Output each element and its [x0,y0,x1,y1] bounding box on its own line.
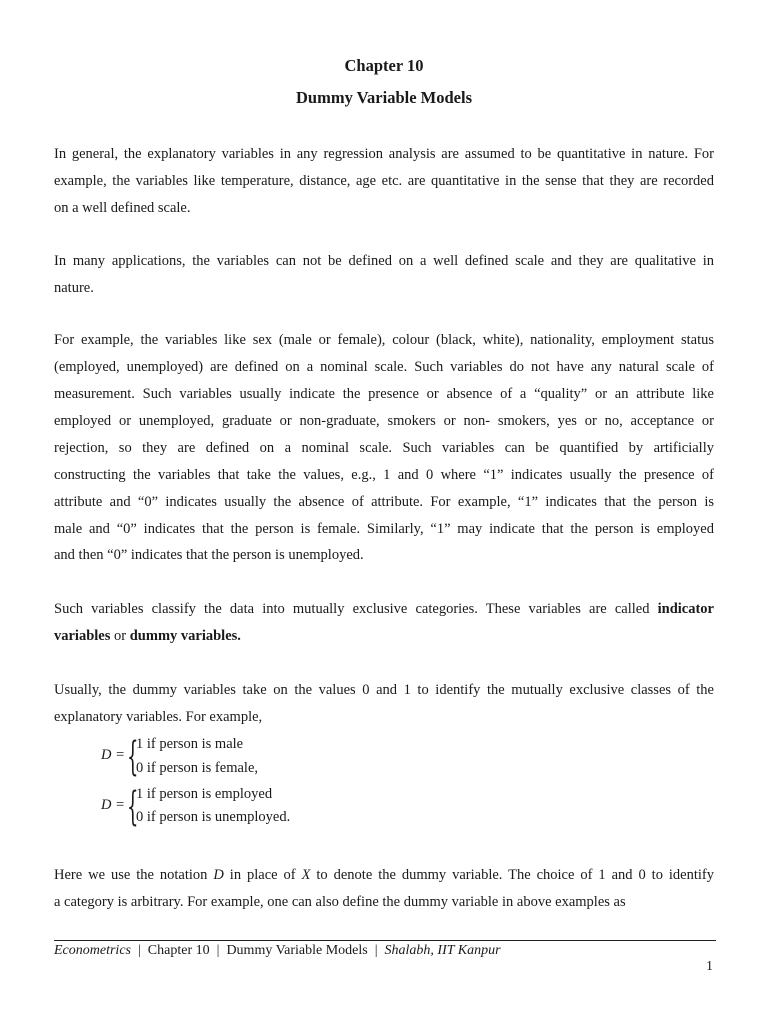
paragraph-text: to denote the dummy variable. The choice of 1 and 0 to identify [310,867,714,883]
chapter-title: Dummy Variable Models [295,88,472,107]
paragraph-line [54,600,714,618]
running-footer [54,943,501,959]
paragraph-line: and then “0” indicates that the person is unemployed. [54,547,364,563]
footer-separator: | [367,943,385,958]
paragraph-line: male and “0” indicates that the person is female. Similarly, “1” may indicate that the person is employed [54,521,714,537]
math-variable: X [301,867,311,883]
term-bold: dummy variables. [129,628,241,644]
paragraph-line: attribute and “0” indicates usually the absence of attribute. For example, “1” indicates that the person is [54,494,714,510]
paragraph-text: or [110,628,130,644]
paragraph-text: Such variables classify the data into mutually exclusive categories. These variables are called [54,601,658,617]
paragraph-line: (employed, unemployed) are defined on a nominal scale. Such variables do not have any natural scale of [54,359,714,375]
paragraph-line [54,866,714,884]
paragraph-line: Usually, the dummy variables take on the values 0 and 1 to identify the mutually exclusive classes of the [54,682,714,698]
paragraph-line: employed or unemployed, graduate or non-graduate, smokers or non- smokers, yes or no, acceptance or [54,413,714,429]
paragraph-line: explanatory variables. For example, [54,709,263,725]
paragraph-line: In general, the explanatory variables in any regression analysis are assumed to be quantitative in nature. For [54,146,714,162]
footer-separator: | [209,943,227,958]
term-bold: indicator [657,601,714,617]
paragraph-line: For example, the variables like sex (male or female), colour (black, white), nationality, employment status [54,332,714,348]
equation-lhs: D = [101,747,125,763]
footer-book: Econometrics [54,943,131,958]
paragraph-line: rejection, so they are defined on a nominal scale. Such variables can be quantified by artificially [54,440,714,456]
paragraph-line: constructing the variables that take the values, e.g., 1 and 0 where “1” indicates usually the presence of [54,467,714,483]
paragraph-line: measurement. Such variables usually indicate the presence or absence of a “quality” or an attribute like [54,386,714,402]
math-variable: D [213,867,224,883]
paragraph-line: a category is arbitrary. For example, one can also define the dummy variable in above examples as [54,894,626,910]
equation-case: 0 if person is female, [136,760,259,776]
paragraph-line: on a well defined scale. [54,200,191,216]
footer-separator: | [130,943,148,958]
term-bold: variables [54,628,111,644]
equation-lhs: D = [101,797,125,813]
paragraph-line: nature. [54,280,94,296]
left-brace: { [127,784,139,830]
paragraph-text: in place of [223,867,302,883]
equation-case: 0 if person is unemployed. [136,809,291,825]
footer-author: Shalabh, IIT Kanpur [384,943,501,958]
footer-topic: Dummy Variable Models [226,943,368,958]
paragraph-text: Here we use the notation [54,867,214,883]
paragraph-line: In many applications, the variables can not be defined on a well defined scale and they are qualitative in [54,253,714,269]
equation-case: 1 if person is employed [136,786,273,802]
paragraph-line [54,627,714,645]
equation-case: 1 if person is male [136,736,244,752]
paragraph-line: example, the variables like temperature, distance, age etc. are quantitative in the sense that they are recorded [54,173,714,189]
footer-rule [54,940,716,941]
footer-chapter: Chapter 10 [147,943,210,958]
page-number: 1 [706,959,713,974]
chapter-number: Chapter 10 [344,56,424,75]
left-brace: { [127,734,139,780]
